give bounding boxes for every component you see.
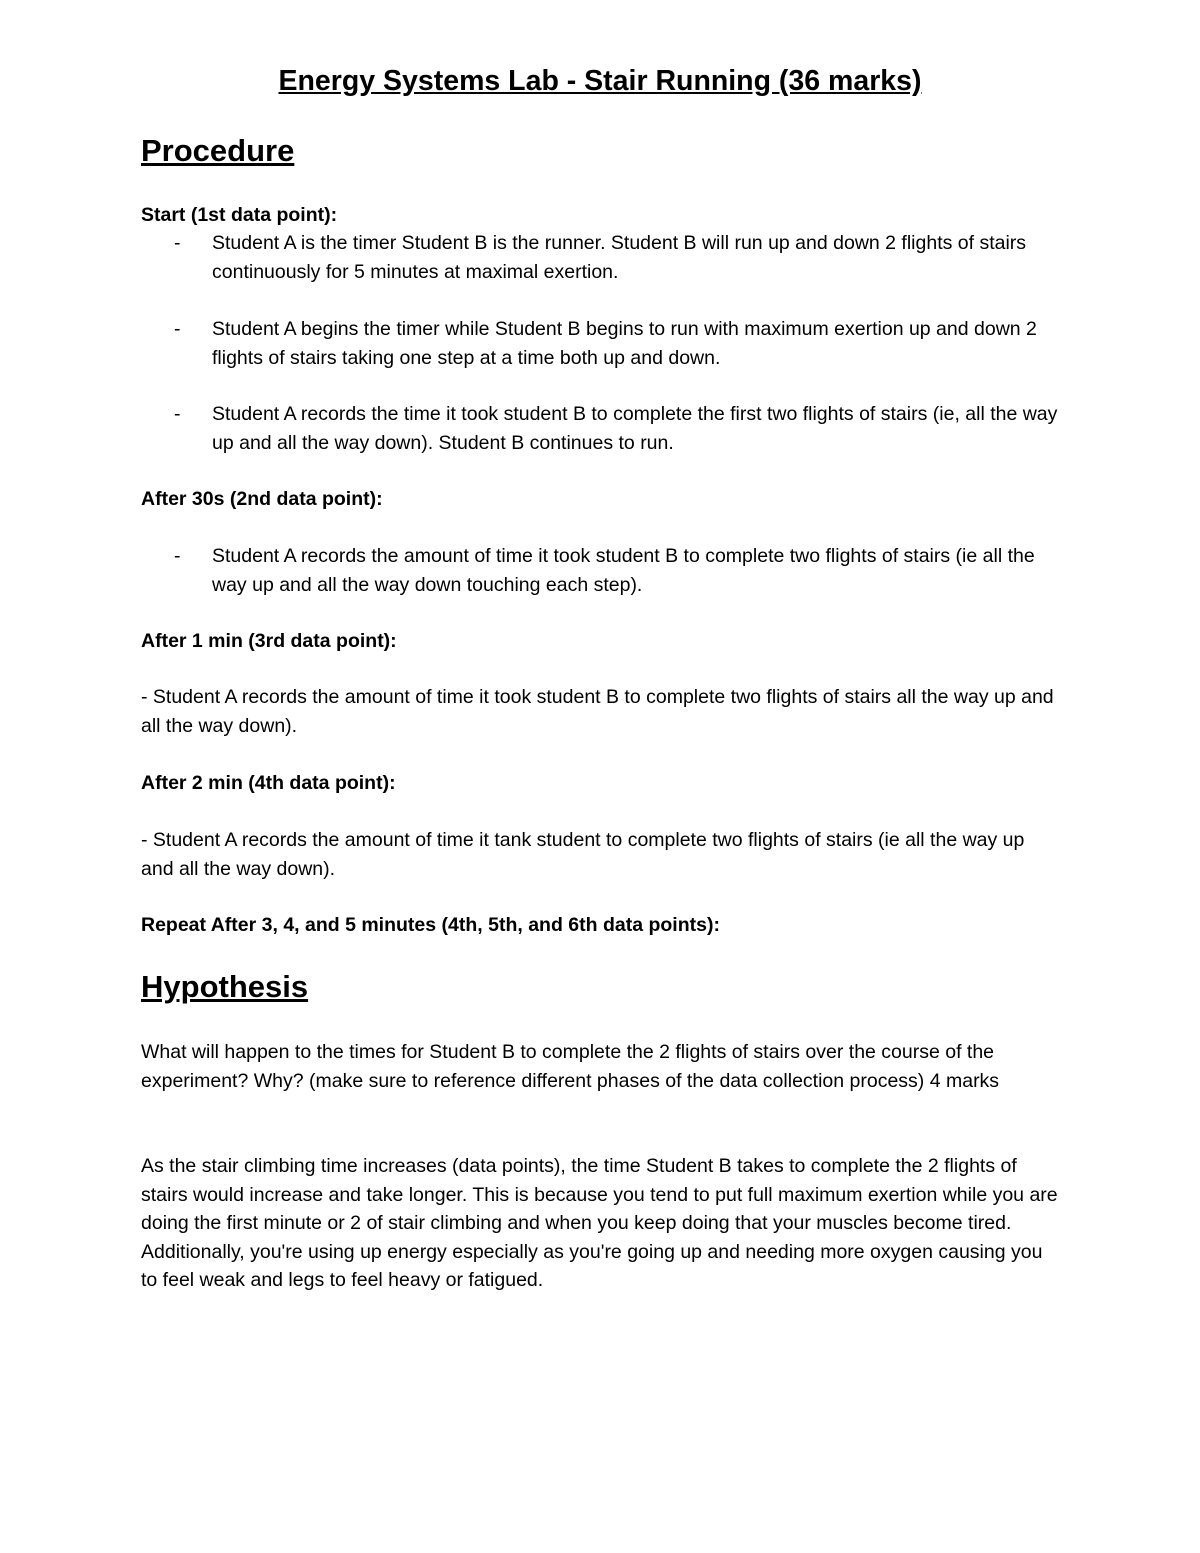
hypothesis-heading: Hypothesis [141, 969, 309, 1004]
document-title: Energy Systems Lab - Stair Running (36 marks) [278, 65, 922, 97]
after-30s-bullet: Student A records the amount of time it took student B to complete two flights of stairs (ie all the way up and all the way down touching each step). [212, 545, 1035, 596]
bullet-marker: - [174, 545, 181, 567]
after-2min-text: - Student A records the amount of time it tank student to complete two flights of stairs (ie all the way up and all the way down). [141, 829, 1025, 880]
hypothesis-answer: As the stair climbing time increases (data points), the time Student B takes to complete the 2 flights of stairs would increase and take longer. This is because you tend to put full maximum exertion while you are doing the first minute or 2 of stair climbing and when you keep doing that your muscles become tired. Additionally, you're using up energy especially as you're going up and needing more oxygen causing you to feel weak and legs to feel heavy or fatigued. [141, 1155, 1058, 1292]
after-1min-heading: After 1 min (3rd data point): [141, 630, 397, 652]
bullet-marker: - [174, 318, 181, 340]
bullet-marker: - [174, 403, 181, 425]
repeat-heading: Repeat After 3, 4, and 5 minutes (4th, 5th, and 6th data points): [141, 914, 720, 936]
after-2min-heading: After 2 min (4th data point): [141, 772, 396, 794]
start-bullet-3: Student A records the time it took student B to complete the first two flights of stairs (ie, all the way up and all the way down). Student B continues to run. [212, 403, 1058, 454]
start-bullet-1: Student A is the timer Student B is the runner. Student B will run up and down 2 flights of stairs continuously for 5 minutes at maximal exertion. [212, 232, 1027, 283]
start-heading: Start (1st data point): [141, 204, 338, 226]
after-30s-heading: After 30s (2nd data point): [141, 488, 383, 510]
after-1min-text: - Student A records the amount of time it took student B to complete two flights of stairs all the way up and all the way down). [141, 686, 1054, 737]
bullet-marker: - [174, 232, 181, 254]
hypothesis-question: What will happen to the times for Student B to complete the 2 flights of stairs over the course of the experiment? Why? (make sure to reference different phases of the data collection process) 4 marks [141, 1041, 1000, 1092]
start-bullet-2: Student A begins the timer while Student B begins to run with maximum exertion up and down 2 flights of stairs taking one step at a time both up and down. [212, 318, 1037, 369]
procedure-heading: Procedure [141, 133, 295, 168]
